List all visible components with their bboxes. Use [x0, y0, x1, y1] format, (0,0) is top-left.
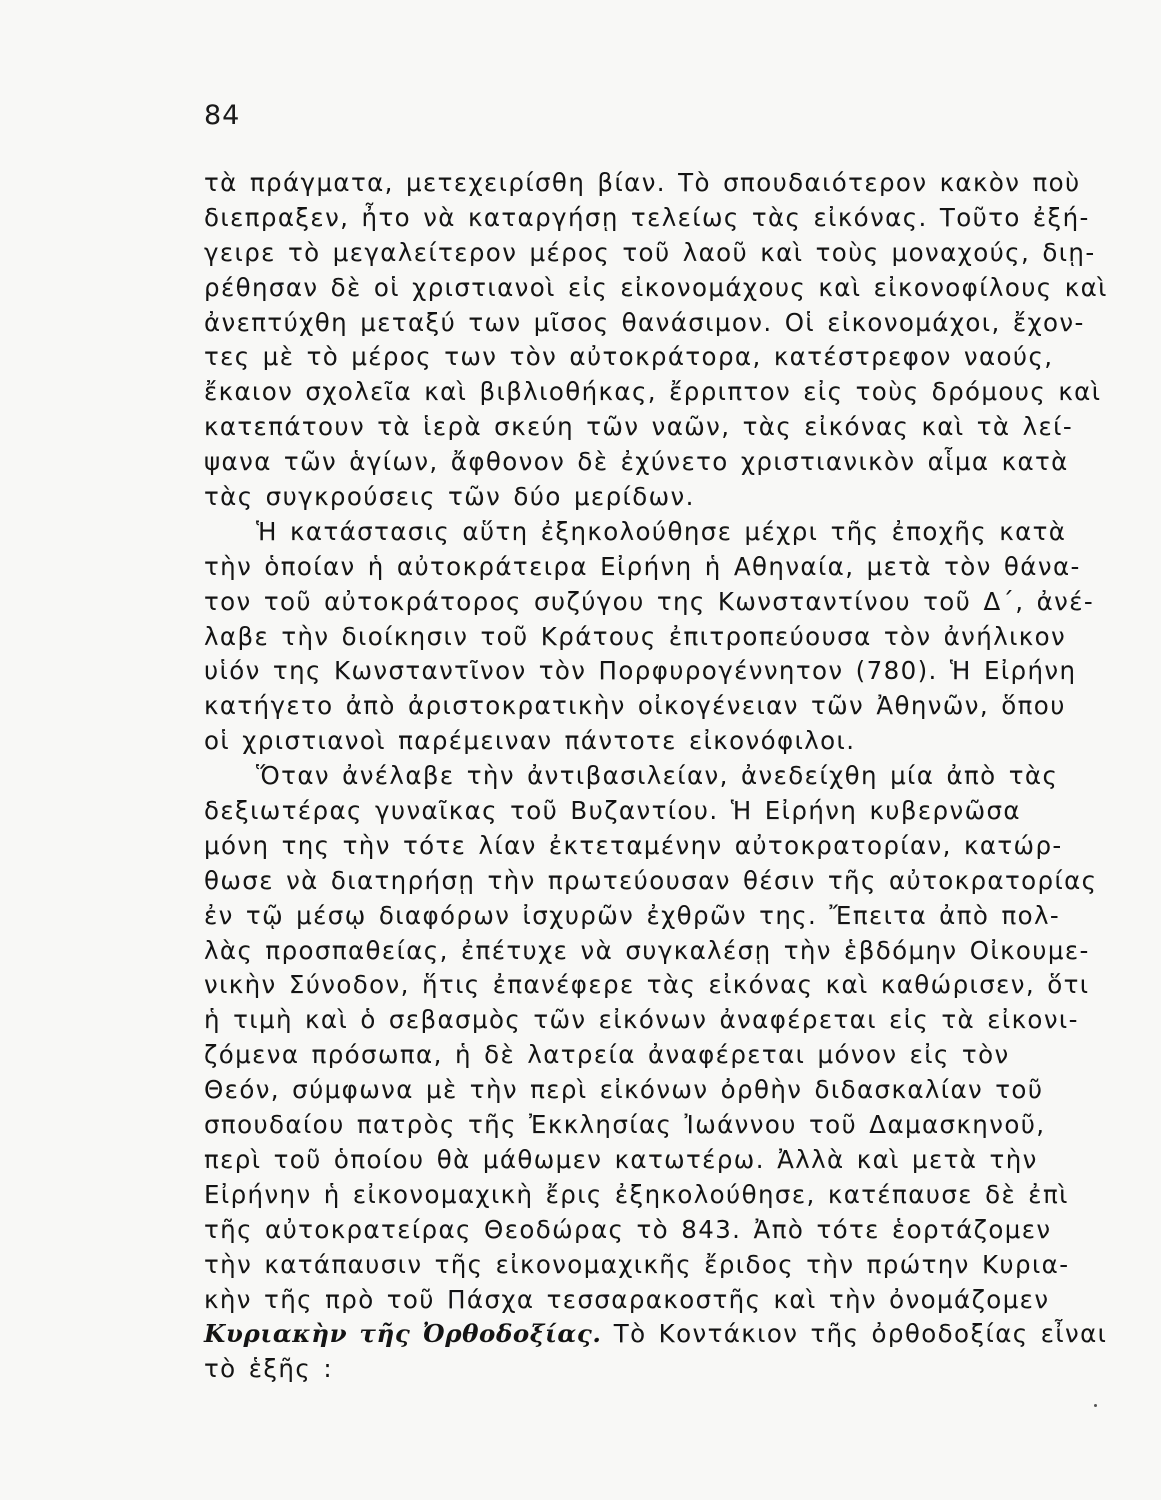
text-line-rest: Τὸ Κοντάκιον τῆς ὀρθοδοξίας εἶναι [601, 1319, 1108, 1349]
text-line: δεξιωτέρας γυναῖκας τοῦ Βυζαντίου. Ἡ Εἰρήνη κυβερνῶσα [204, 796, 1021, 826]
text-line: κὴν τῆς πρὸ τοῦ Πάσχα τεσσαρακοστῆς καὶ τὴν ὀνομάζομεν [204, 1284, 1050, 1314]
text-line: ρέθησαν δὲ οἱ χριστιανοὶ εἰς εἰκονομάχους καὶ εἰκονοφίλους καὶ [204, 272, 1108, 302]
text-line: κατήγετο ἀπὸ ἀριστοκρατικὴν οἰκογένειαν τῶν Ἀθηνῶν, ὅπου [204, 691, 1066, 721]
text-line: τὴν κατάπαυσιν τῆς εἰκονομαχικῆς ἔριδος τὴν πρώτην Κυρια- [204, 1249, 1070, 1279]
text-line-closing: τὸ ἑξῆς : [204, 1354, 333, 1384]
text-line: κατεπάτουν τὰ ἱερὰ σκεύη τῶν ναῶν, τὰς εἰκόνας καὶ τὰ λεί- [204, 412, 1074, 442]
text-line: Θεόν, σύμφωνα μὲ τὴν περὶ εἰκόνων ὀρθὴν διδασκαλίαν τοῦ [204, 1075, 1044, 1105]
text-line: μόνη της τὴν τότε λίαν ἐκτεταμένην αὐτοκρατορίαν, κατώρ- [204, 830, 1063, 860]
text-line: λὰς προσπαθείας, ἐπέτυχε νὰ συγκαλέσῃ τὴν ἑβδόμην Οἰκουμε- [204, 935, 1090, 965]
text-line: σπουδαίου πατρὸς τῆς Ἐκκλησίας Ἰωάννου τοῦ Δαμασκηνοῦ, [204, 1110, 1046, 1140]
text-line: γειρε τὸ μεγαλείτερον μέρος τοῦ λαοῦ καὶ τοὺς μοναχούς, διῃ- [204, 237, 1096, 267]
text-line: ἔκαιον σχολεῖα καὶ βιβλιοθήκας, ἔρριπτον εἰς τοὺς δρόμους καὶ [204, 377, 1102, 407]
body-text [204, 166, 1161, 1387]
emphasized-phrase: Κυριακὴν τῆς Ὀρθοδοξίας. [204, 1319, 602, 1349]
text-line: θωσε νὰ διατηρήσῃ τὴν πρωτεύουσαν θέσιν τῆς αὐτοκρατορίας [204, 865, 1098, 895]
text-line: ἐν τῷ μέσῳ διαφόρων ἰσχυρῶν ἐχθρῶν της. Ἔπειτα ἀπὸ πολ- [204, 900, 1061, 930]
text-line: ἡ τιμὴ καὶ ὁ σεβασμὸς τῶν εἰκόνων ἀναφέρεται εἰς τὰ εἰκονι- [204, 1005, 1079, 1035]
text-line: τῆς αὐτοκρατείρας Θεοδώρας τὸ 843. Ἀπὸ τότε ἑορτάζομεν [204, 1214, 1052, 1244]
scan-speck [1094, 1404, 1097, 1407]
text-line: τὴν ὁποίαν ἡ αὐτοκράτειρα Εἰρήνη ἡ Αθηναία, μετὰ τὸν θάνα- [204, 551, 1081, 581]
text-line-with-emphasis [204, 1317, 1161, 1352]
text-line: τες μὲ τὸ μέρος των τὸν αὐτοκράτορα, κατέστρεφον ναούς, [204, 342, 1054, 372]
text-line: υἱόν της Κωνσταντῖνον τὸν Πορφυρογέννητον (780). Ἡ Εἰρήνη [204, 656, 1077, 686]
text-line: ἀνεπτύχθη μεταξύ των μῖσος θανάσιμον. Οἱ εἰκονομάχοι, ἔχον- [204, 307, 1085, 337]
paragraph-start-line: Ἡ κατάστασις αὕτη ἐξηκολούθησε μέχρι τῆς ἐποχῆς κατὰ [256, 516, 1067, 546]
text-line: ψανα τῶν ἁγίων, ἄφθονον δὲ ἐχύνετο χριστιανικὸν αἷμα κατὰ [204, 447, 1069, 477]
text-line: τον τοῦ αὐτοκράτορος συζύγου της Κωνσταντίνου τοῦ Δ΄, ἀνέ- [204, 586, 1095, 616]
text-line: λαβε τὴν διοίκησιν τοῦ Κράτους ἐπιτροπεύουσα τὸν ἀνήλικον [204, 621, 1067, 651]
text-line: τὰ πράγματα, μετεχειρίσθη βίαν. Τὸ σπουδαιότερον κακὸν ποὺ [204, 168, 1081, 197]
text-line: ζόμενα πρόσωπα, ἡ δὲ λατρεία ἀναφέρεται μόνον εἰς τὸν [204, 1040, 1010, 1070]
text-line: τὰς συγκρούσεις τῶν δύο μερίδων. [204, 482, 695, 512]
text-line: οἱ χριστιανοὶ παρέμειναν πάντοτε εἰκονόφιλοι. [204, 726, 856, 756]
text-line: Εἰρήνην ἡ εἰκονομαχικὴ ἔρις ἐξηκολούθησε, κατέπαυσε δὲ ἐπὶ [204, 1179, 1069, 1209]
text-line: νικὴν Σύνοδον, ἥτις ἐπανέφερε τὰς εἰκόνας καὶ καθώρισεν, ὅτι [204, 970, 1090, 1000]
text-line: περὶ τοῦ ὁποίου θὰ μάθωμεν κατωτέρω. Ἀλλὰ καὶ μετὰ τὴν [204, 1144, 1038, 1174]
text-line: διεπραξεν, ἦτο νὰ καταργήσῃ τελείως τὰς εἰκόνας. Τοῦτο ἐξή- [204, 202, 1090, 232]
paragraph-start-line: Ὅταν ἀνέλαβε τὴν ἀντιβασιλείαν, ἀνεδείχθη μία ἀπὸ τὰς [256, 761, 1059, 791]
page-number: 84 [204, 100, 241, 131]
